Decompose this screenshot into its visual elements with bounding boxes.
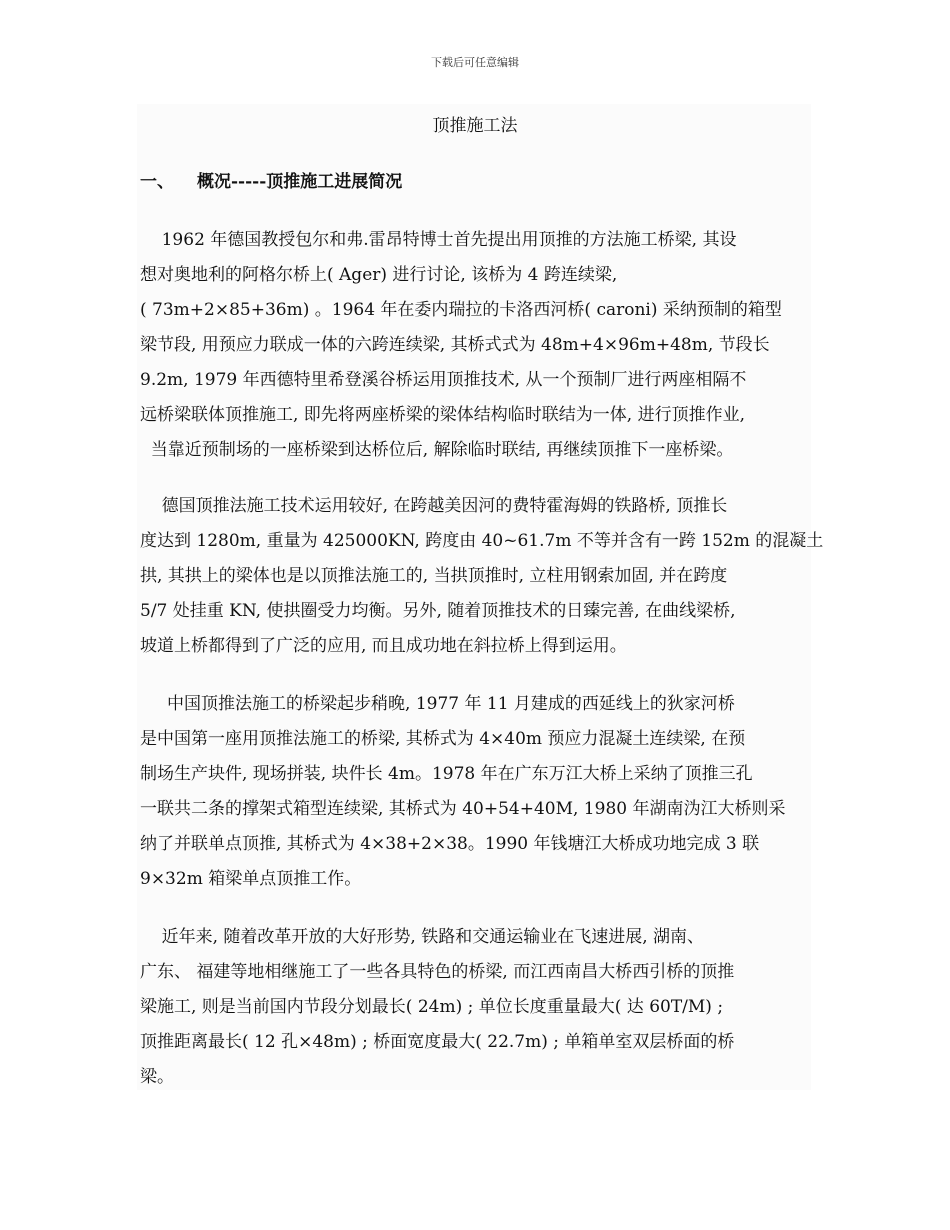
paragraph-line: 5/7 处挂重 KN, 使拱圈受力均衡。另外, 随着顶推技术的日臻完善, 在曲线梁桥, (140, 601, 736, 621)
paragraph-line: 梁施工, 则是当前国内节段分划最长( 24m) ; 单位长度重量最大( 达 60T/M) ; (140, 997, 724, 1017)
paragraph-line: 德国顶推法施工技术运用较好, 在跨越美因河的费特霍海姆的铁路桥, 顶推长 (140, 496, 728, 516)
paragraph-line: 纳了并联单点顶推, 其桥式为 4×38+2×38。1990 年钱塘江大桥成功地完成 3 联 (140, 834, 760, 854)
paragraph-3 (140, 687, 815, 897)
paragraph-line: 9.2m, 1979 年西德特里希登溪谷桥运用顶推技术, 从一个预制厂进行两座相隔不 (140, 370, 747, 390)
paragraph-line: 一联共二条的撑架式箱型连续梁, 其桥式为 40+54+40M, 1980 年湖南沩江大桥则采 (140, 799, 786, 819)
paragraph-line: 梁。 (140, 1067, 174, 1087)
paragraph-4 (140, 920, 815, 1095)
section-heading (140, 171, 402, 193)
paragraph-line: 梁节段, 用预应力联成一体的六跨连续梁, 其桥式式为 48m+4×96m+48m, 节段长 (140, 335, 770, 355)
paragraph-1 (140, 223, 815, 468)
paragraph-line: 拱, 其拱上的梁体也是以顶推法施工的, 当拱顶推时, 立柱用钢索加固, 并在跨度 (140, 566, 728, 586)
document-title: 顶推施工法 (432, 116, 518, 136)
paragraph-line: 顶推距离最长( 12 孔×48m) ; 桥面宽度最大( 22.7m) ; 单箱单室双层桥面的桥 (140, 1032, 735, 1052)
paragraph-line: 坡道上桥都得到了广泛的应用, 而且成功地在斜拉桥上得到运用。 (140, 636, 627, 656)
paragraph-line: 制场生产块件, 现场拼装, 块件长 4m。1978 年在广东万江大桥上采纳了顶推三孔 (140, 764, 753, 784)
header-note: 下载后可任意编辑 (431, 56, 519, 69)
section-heading-text: 概况-----顶推施工进展简况 (197, 172, 403, 192)
paragraph-line: 广东、 福建等地相继施工了一些各具特色的桥梁, 而江西南昌大桥西引桥的顶推 (140, 962, 735, 982)
paragraph-line: 是中国第一座用顶推法施工的桥梁, 其桥式为 4×40m 预应力混凝土连续梁, 在预 (140, 729, 746, 749)
paragraph-line: 9×32m 箱梁单点顶推工作。 (140, 869, 362, 889)
paragraph-line: 当靠近预制场的一座桥梁到达桥位后, 解除临时联结, 再继续顶推下一座桥梁。 (140, 440, 734, 460)
paragraph-line: 想对奥地利的阿格尔桥上( Ager) 进行讨论, 该桥为 4 跨连续梁, (140, 265, 618, 285)
paragraph-line: 近年来, 随着改革开放的大好形势, 铁路和交通运输业在飞速进展, 湖南、 (140, 927, 705, 947)
paragraph-line: 1962 年德国教授包尔和弗.雷昂特博士首先提出用顶推的方法施工桥梁, 其设 (140, 230, 737, 250)
paragraph-line: 中国顶推法施工的桥梁起步稍晚, 1977 年 11 月建成的西延线上的狄家河桥 (140, 694, 735, 714)
paragraph-line: 度达到 1280m, 重量为 425000KN, 跨度由 40~61.7m 不等并含有一跨 152m 的混凝土 (140, 531, 824, 551)
paragraph-line: 远桥梁联体顶推施工, 即先将两座桥梁的梁体结构临时联结为一体, 进行顶推作业, (140, 405, 746, 425)
paragraph-2 (140, 489, 824, 664)
paragraph-line: ( 73m+2×85+36m) 。1964 年在委内瑞拉的卡洛西河桥( caroni) 采纳预制的箱型 (140, 300, 782, 320)
section-number: 一、 (140, 172, 174, 192)
